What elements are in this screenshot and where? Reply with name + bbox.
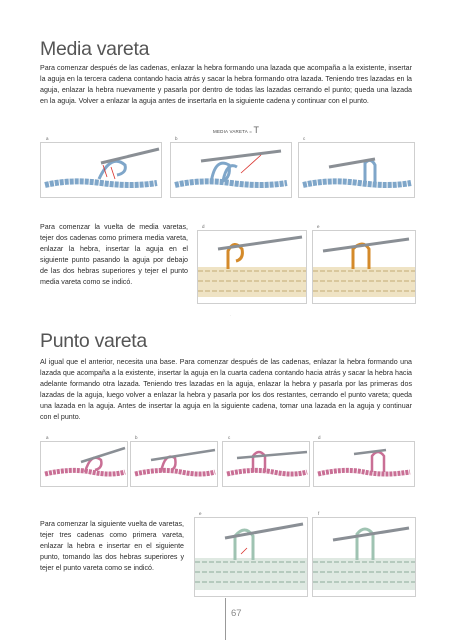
figure-label-e: e [317, 224, 320, 229]
figure-media-vareta-a-drawing [41, 143, 161, 197]
figure-label-s2-a: a [46, 435, 49, 440]
figure-punto-vareta-d-drawing [314, 442, 414, 486]
figure-media-vareta-c-drawing [299, 143, 414, 197]
figure-label-c: c [303, 136, 306, 141]
figure-punto-vareta-b-drawing [131, 442, 217, 486]
figure-punto-vareta-c [222, 441, 310, 487]
figure-punto-vareta-e-drawing [195, 518, 307, 596]
symbol-caption-text: MEDIA VARETA = [213, 129, 253, 134]
figure-media-vareta-e-drawing [313, 231, 415, 303]
figure-media-vareta-d-drawing [198, 231, 306, 303]
figure-media-vareta-e [312, 230, 416, 304]
figure-label-s2-d: d [318, 435, 321, 440]
figure-media-vareta-a [40, 142, 162, 198]
media-vareta-side-paragraph: Para comenzar la vuelta de media varetas, tejer dos cadenas como primera media vareta, enlazar la hebra, insertar la aguja en el siguiente punto pasando la aguja por debajo de las dos hebras superiores y tejer el punto media vareta como se indicó. [40, 223, 188, 286]
figure-media-vareta-c [298, 142, 415, 198]
page-number-divider [225, 598, 226, 640]
figure-punto-vareta-d [313, 441, 415, 487]
figure-label-d: d [202, 224, 205, 229]
figure-punto-vareta-a [40, 441, 128, 487]
punto-vareta-paragraph: Al igual que el anterior, necesita una base. Para comenzar después de las cadenas, enlazar la hebra formando una lazada que acompaña a la existente, insertar la aguja en la cuarta cadena contando hacia atrás y sacar la hebra hacia adelante formando otra lazada. Teniendo tres lazadas en la aguja, enlazar la hebra y pasarla por las primeras dos lazadas de la aguja, luego volver a enlazar la hebra y pasarla por los dos restantes, cerrando el punto vareta; queda una lazada en la aguja. Antes de insertar la aguja en la siguiente cadena, tomar una lazada en la aguja y continuar con el punto. [40, 358, 412, 421]
figure-punto-vareta-a-drawing [41, 442, 127, 486]
figure-punto-vareta-f-drawing [313, 518, 415, 596]
figure-label-s2-b: b [135, 435, 138, 440]
figure-media-vareta-d [197, 230, 307, 304]
figure-label-a: a [46, 136, 49, 141]
figure-media-vareta-b [170, 142, 292, 198]
media-vareta-symbol: T [253, 125, 260, 135]
figure-media-vareta-b-drawing [171, 143, 291, 197]
page-number: 67 [231, 608, 242, 619]
symbol-caption [213, 125, 259, 135]
page-center-mark: · [230, 313, 232, 318]
punto-vareta-side-paragraph: Para comenzar la siguiente vuelta de varetas, tejer tres cadenas como primera vareta, enlazar la hebra e insertar en el siguiente punto, tomando las dos hebras superiores y tejer el punto vareta como se indicó. [40, 520, 184, 572]
figure-punto-vareta-e [194, 517, 308, 597]
figure-punto-vareta-f [312, 517, 416, 597]
figure-label-s2-e: e [199, 511, 202, 516]
media-vareta-paragraph: Para comenzar después de las cadenas, enlazar la hebra formando una lazada que acompaña a la existente, insertar la aguja en la tercera cadena contando hacia atrás y sacar la hebra formando otra lazada. Teniendo tres lazadas en la aguja, enlazar la hebra nuevamente y pasarla por dentro de todas las lazadas cerrando el punto; queda una lazada en la aguja. Volver a enlazar la aguja antes de insertarla en la siguiente cadena y continuar con el punto. [40, 64, 412, 105]
figure-label-b: b [175, 136, 178, 141]
figure-punto-vareta-c-drawing [223, 442, 309, 486]
section-title-punto-vareta: Punto vareta [40, 330, 147, 352]
figure-punto-vareta-b [130, 441, 218, 487]
figure-label-s2-f: f [318, 511, 320, 516]
figure-label-s2-c: c [228, 435, 231, 440]
section-title-media-vareta: Media vareta [40, 38, 150, 60]
